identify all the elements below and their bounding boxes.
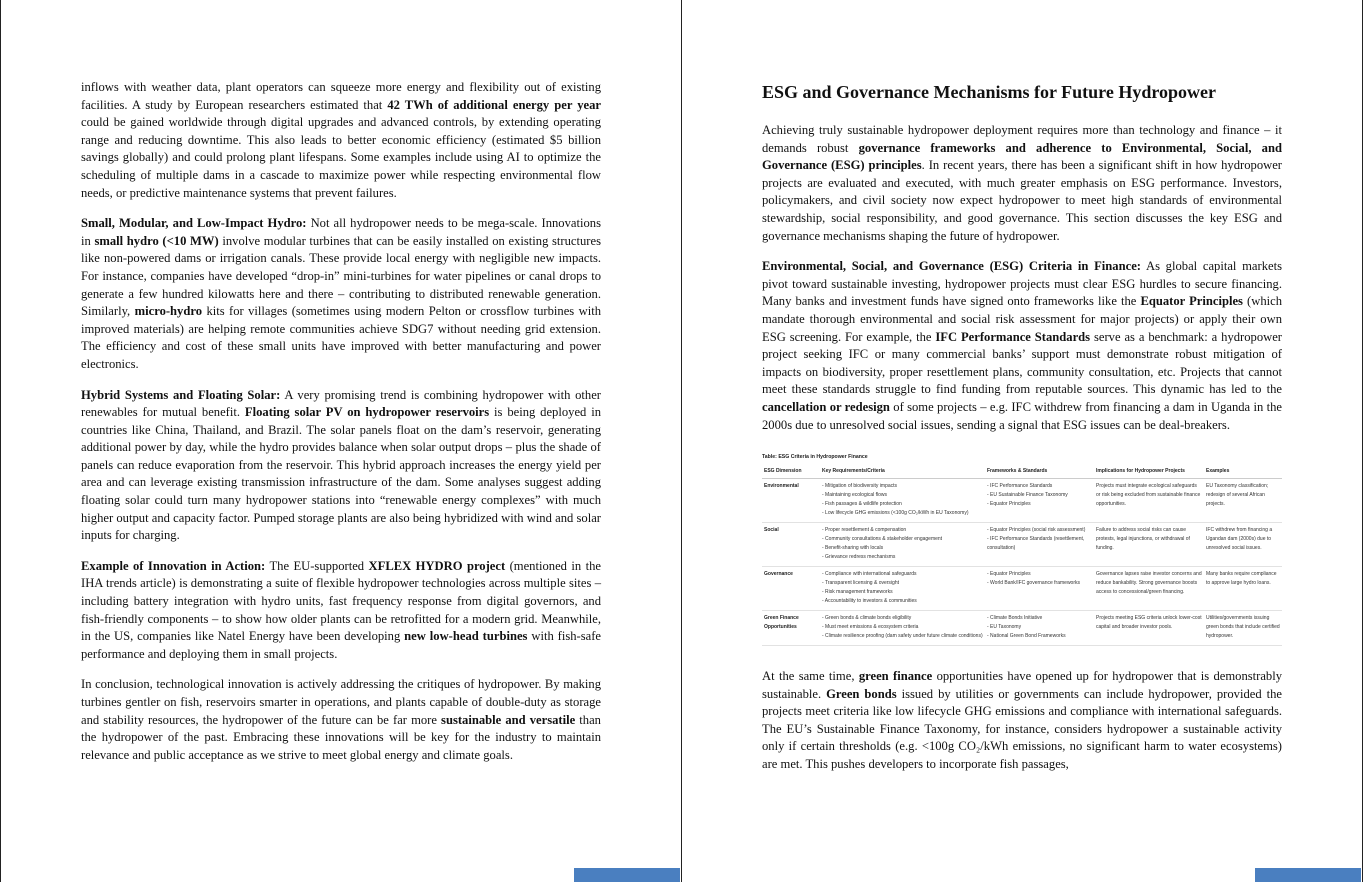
header-frameworks: Frameworks & Standards	[985, 465, 1094, 479]
list-item: - Low lifecycle GHG emissions (<100g CO₂/kWh in EU Taxonomy)	[822, 510, 969, 517]
esg-criteria-table	[762, 465, 1282, 646]
text-run: involve modular turbines that can be easily installed on existing structures like non-powered dams or irrigation canals. These provide local energy with negligible new impacts. For instance, companies have developed “drop-in” mini-turbines for water pipelines or canal drops to generate a few hundred kilowatts here and there – contributing to distributed renewable generation. Similarly,	[81, 233, 601, 319]
text-run: inflows with weather data, plant operators can squeeze more energy and flexibility out of existing facilities. A study by European researchers estimated that	[81, 80, 601, 112]
bold-text-run: XFLEX HYDRO project	[368, 558, 506, 573]
list-item: - Mitigation of biodiversity impacts	[822, 483, 898, 490]
cell-requirements	[820, 523, 985, 567]
bold-text-run: Hybrid Systems and Floating Solar:	[81, 387, 281, 402]
list-item: - IFC Performance Standards	[987, 483, 1053, 490]
cell-frameworks	[985, 523, 1094, 567]
cell-dimension: Environmental	[762, 479, 820, 523]
text-run: could be gained worldwide through digital upgrades and advanced controls, by extending operating range and reducing downtime. This also leads to better economic efficiency (estimated $5 billion savings globally) and could prolong plant lifespans. Some examples include using AI to optimize the scheduling of multiple dams in a cascade to maximize power while respecting environmental flow needs, or predictive maintenance systems that prevent failures.	[81, 115, 601, 200]
cell-examples: IFC withdrew from financing a Ugandan dam (2000s) due to unresolved social issues.	[1204, 523, 1282, 567]
cell-implications: Failure to address social risks can cause protests, legal injunctions, or withdrawal of funding.	[1094, 523, 1204, 567]
text-run: The EU-supported	[265, 558, 369, 573]
cell-requirements	[820, 611, 985, 646]
cell-dimension: Green Finance Opportunities	[762, 611, 820, 646]
paragraph-hybrid-floating-solar	[81, 387, 601, 545]
text-run: . In recent years, there has been a significant shift in how hydropower projects are evaluated and executed, with much greater emphasis on ESG performance. Investors, policymakers, and civil society now expect hydropower to meet high standards of environmental stewardship, social responsibility, and good governance. This section discusses the key ESG and governance mechanisms shaping the future of hydropower.	[762, 158, 1282, 243]
header-examples: Examples	[1204, 465, 1282, 479]
list-item: - Equator Principles	[987, 571, 1031, 578]
cell-examples: EU Taxonomy classification; redesign of several African projects.	[1204, 479, 1282, 523]
cell-dimension: Governance	[762, 567, 820, 611]
bold-text-run: Small, Modular, and Low-Impact Hydro:	[81, 216, 307, 231]
table-body	[762, 479, 1282, 646]
paragraph-innovation-example	[81, 558, 601, 664]
text-run: opportunities have opened up for hydropower that is demonstrably sustainable.	[762, 669, 1283, 701]
cell-implications: Projects must integrate ecological safeguards or risk being excluded from sustainable finance opportunities.	[1094, 479, 1204, 523]
paragraph-small-modular-hydro	[81, 215, 601, 373]
esg-table-block	[762, 454, 1282, 646]
text-run: (which mandate thorough environmental and social risk assessment for major projects) or apply their own ESG screening. For example, the	[762, 294, 1282, 344]
list-item: - Climate Bonds Initiative	[987, 615, 1043, 622]
bold-text-run: sustainable and versatile	[441, 712, 576, 727]
text-run: with fish-safe performance and deploying them in small projects.	[81, 629, 602, 661]
list-item: - IFC Performance Standards (resettlement, consultation)	[987, 536, 1085, 552]
list-item: - Equator Principles (social risk assessment)	[987, 527, 1086, 534]
paragraph-green-finance	[762, 668, 1282, 774]
text-run: Achieving truly sustainable hydropower deployment requires more than technology and finance – it demands robust	[762, 123, 1282, 155]
cell-implications: Governance lapses raise investor concerns and reduce bankability. Strong governance boosts access to concessional/green financing.	[1094, 567, 1204, 611]
bold-text-run: small hydro (<10 MW)	[94, 233, 219, 248]
text-run: is being deployed in countries like China, Thailand, and Brazil. The solar panels float on the dam’s reservoir, generating additional power by day, while the hydro provides balance when solar output drops – plus the shade of panels can reduce evaporation from the reservoir. This hybrid approach increases the energy yield per area and can leverage existing transmission infrastructure of the dam. Some analyses suggest adding floating solar could turn many hydropower stations into “renewable energy complexes” with much higher output and capacity factor. Pumped storage plants are also being hybridized with wind and solar inputs for charging.	[81, 405, 602, 543]
list-item: - Grievance redress mechanisms	[822, 554, 896, 561]
text-run: serve as a benchmark: a hydropower project seeking IFC or many commercial banks’ support must demonstrate robust mitigation of impacts on biodiversity, proper resettlement plans, community consultation, etc. Projects that cannot meet these standards struggle to find funding from reputable sources. This dynamic has led to the	[762, 329, 1282, 397]
list-item: - Must meet emissions & ecosystem criteria	[822, 624, 919, 631]
page-tab-left	[574, 868, 680, 882]
table-row	[762, 611, 1282, 646]
list-item: - Compliance with international safeguards	[822, 571, 917, 578]
text-run: (mentioned in the IHA trends article) is demonstrating a suite of flexible hydropower technologies across multiple sites – including battery integration with hydro units, fast frequency response from digital governors, and fish-friendly components – to show how older plants can be retrofitted for a modern grid. Meanwhile, in the US, companies like Natel Energy have been developing	[81, 558, 601, 644]
text-run: As global capital markets pivot toward sustainable investing, hydropower projects must clear ESG hurdles to secure financing. Many banks and investment funds have signed onto frameworks like the	[762, 259, 1282, 309]
bold-text-run: 42 TWh of additional energy per year	[387, 97, 601, 112]
bold-text-run: Environmental, Social, and Governance (ESG) Criteria in Finance:	[762, 259, 1141, 274]
list-item: - Benefit-sharing with locals	[822, 545, 884, 552]
cell-requirements	[820, 479, 985, 523]
list-item: - National Green Bond Frameworks	[987, 633, 1066, 640]
cell-frameworks	[985, 567, 1094, 611]
bold-text-run: green finance	[858, 669, 933, 684]
bold-text-run: IFC Performance Standards	[935, 329, 1091, 344]
header-esg-dimension: ESG Dimension	[762, 465, 820, 479]
list-item: - Risk management frameworks	[822, 589, 893, 596]
cell-examples: Utilities/governments issuing green bonds that include certified hydropower.	[1204, 611, 1282, 646]
page-right-body	[762, 80, 1282, 774]
text-run: A very promising trend is combining hydropower with other renewables for mutual benefit.	[81, 387, 601, 420]
paragraph-esg-finance	[762, 258, 1282, 434]
bold-text-run: micro-hydro	[134, 304, 203, 319]
list-item: - Proper resettlement & compensation	[822, 527, 907, 534]
header-key-requirements: Key Requirements/Criteria	[820, 465, 985, 479]
text-run: At the same time,	[762, 669, 859, 684]
cell-dimension: Social	[762, 523, 820, 567]
list-item: - Community consultations & stakeholder engagement	[822, 536, 943, 543]
list-item: - Equator Principles	[987, 501, 1031, 508]
list-item: - Accountability to investors & communities	[822, 598, 917, 605]
page-left-body	[81, 79, 601, 764]
bold-text-run: Green bonds	[826, 686, 897, 701]
bold-text-run: Example of Innovation in Action:	[81, 558, 266, 573]
cell-requirements	[820, 567, 985, 611]
cell-implications: Projects meeting ESG criteria unlock lower-cost capital and broader investor pools.	[1094, 611, 1204, 646]
bold-text-run: Floating solar PV on hydropower reservoirs	[244, 405, 490, 420]
list-item: - EU Sustainable Finance Taxonomy	[987, 492, 1068, 499]
bold-text-run: governance frameworks and adherence to Environmental, Social, and Governance (ESG) principles	[762, 140, 1282, 173]
list-item: - Maintaining ecological flows	[822, 492, 888, 499]
list-item: - EU Taxonomy	[987, 624, 1022, 631]
bold-text-run: Equator Principles	[1140, 294, 1243, 309]
table-row	[762, 567, 1282, 611]
list-item: - World Bank/IFC governance frameworks	[987, 580, 1080, 587]
list-item: - Fish passages & wildlife protection	[822, 501, 902, 508]
table-row	[762, 523, 1282, 567]
table-row	[762, 479, 1282, 523]
list-item: - Green bonds & climate bonds eligibility	[822, 615, 912, 622]
text-run: In conclusion, technological innovation is actively addressing the critiques of hydropower. By making turbines gentler on fish, reservoirs smarter in operations, and plants capable of double-duty as storage and stability resources, the hydropower of the future can be far more	[81, 677, 601, 727]
text-run: kits for villages (sometimes using modern Pelton or crossflow turbines with improved materials) are helping remote communities achieve SDG7 without needing grid extension. The efficiency and cost of these small units have improved with better manufacturing and power electronics.	[81, 304, 601, 371]
text-run: Not all hydropower needs to be mega-scale. Innovations in	[81, 216, 601, 248]
paragraph-esg-intro	[762, 122, 1282, 245]
page-tab-right	[1255, 868, 1361, 882]
cell-frameworks	[985, 479, 1094, 523]
section-heading: ESG and Governance Mechanisms for Future Hydropower	[762, 82, 1216, 102]
list-item: - Transparent licensing & oversight	[822, 580, 899, 587]
bold-text-run: cancellation or redesign	[762, 399, 890, 414]
paragraph-conclusion	[81, 676, 601, 764]
table-caption: Table: ESG Criteria in Hydropower Finance	[762, 454, 868, 461]
header-implications: Implications for Hydropower Projects	[1094, 465, 1204, 479]
text-run: than the hydropower of the past. Embracing these innovations will be key for the industry to maintain relevance and public acceptance as we strive to meet global energy and climate goals.	[81, 712, 601, 762]
cell-examples: Many banks require compliance to approve large hydro loans.	[1204, 567, 1282, 611]
document-page-right	[681, 0, 1363, 882]
table-header-row	[762, 465, 1282, 479]
list-item: - Climate resilience proofing (dam safety under future climate conditions)	[822, 633, 983, 640]
text-run: of some projects – e.g. IFC withdrew from financing a dam in Uganda in the 2000s due to unresolved social issues, sending a signal that ESG issues can be deal-breakers.	[762, 399, 1282, 432]
text-run: issued by utilities or governments can include hydropower, provided the projects meet criteria like low lifecycle GHG emissions and compliance with international safeguards. The EU’s Sustainable Finance Taxonomy, for instance, considers hydropower a sustainable activity only if certain thresholds (e.g. <100g CO₂/kWh emissions, no significant harm to water ecosystems) are met. This pushes developers to incorporate fish passages,	[762, 686, 1282, 772]
cell-frameworks	[985, 611, 1094, 646]
bold-text-run: new low-head turbines	[404, 629, 528, 644]
paragraph-digital-upgrades	[81, 79, 601, 202]
